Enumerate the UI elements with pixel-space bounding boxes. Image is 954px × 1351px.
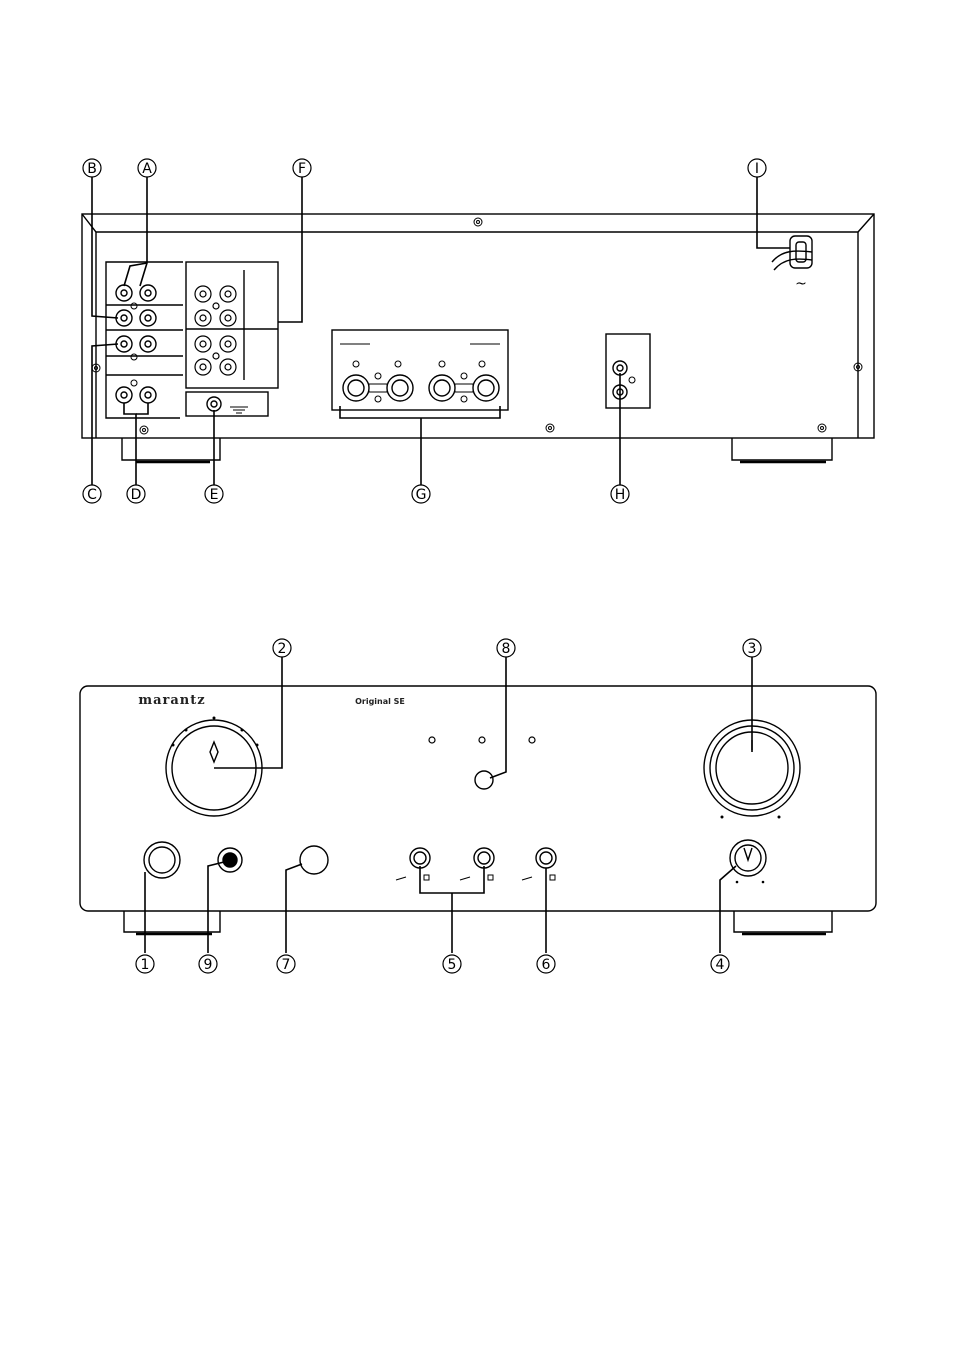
rear-callouts	[83, 159, 807, 503]
callout-h-label: H	[614, 487, 626, 503]
callout-8-label: 8	[501, 641, 511, 657]
callout-4-label: 4	[715, 957, 725, 973]
callout-6	[537, 955, 555, 973]
callout-g	[412, 485, 430, 503]
callout-5-label: 5	[447, 957, 457, 973]
callout-i-label: I	[754, 161, 760, 177]
callout-e	[205, 485, 223, 503]
callout-1-label: 1	[140, 957, 150, 973]
callout-a-label: A	[142, 161, 152, 177]
callout-b	[83, 159, 101, 177]
callout-2-label: 2	[277, 641, 287, 657]
ac-symbol: ~	[795, 276, 807, 292]
callout-5	[443, 955, 461, 973]
rear-foot-right	[732, 438, 832, 460]
callout-3	[743, 639, 761, 657]
front-foot-left	[124, 911, 220, 932]
callout-9-label: 9	[203, 957, 213, 973]
remote-jacks	[606, 334, 650, 408]
callout-b-label: B	[87, 161, 97, 177]
callout-9	[199, 955, 217, 973]
callout-c	[83, 485, 101, 503]
brand-logo: marantz	[138, 693, 206, 708]
indicator-leds	[429, 737, 535, 743]
callout-i	[748, 159, 766, 177]
callout-7-label: 7	[281, 957, 291, 973]
callout-c-label: C	[87, 487, 97, 503]
front-callouts	[136, 639, 761, 973]
callout-8	[497, 639, 515, 657]
callout-4	[711, 955, 729, 973]
balance-knob	[730, 840, 766, 883]
callout-e-label: E	[209, 487, 219, 503]
callout-h	[611, 485, 629, 503]
remote-sensor	[300, 846, 328, 874]
callout-6-label: 6	[541, 957, 551, 973]
callout-a	[138, 159, 156, 177]
ground-terminal	[186, 392, 268, 416]
headphone-jack	[218, 848, 242, 872]
rear-jack-grid	[186, 262, 278, 388]
ac-inlet	[772, 236, 812, 270]
callout-f	[293, 159, 311, 177]
callout-2	[273, 639, 291, 657]
model-name: Original SE	[355, 697, 405, 706]
callout-1	[136, 955, 154, 973]
callout-f-label: F	[297, 161, 307, 177]
front-foot-right	[734, 911, 832, 932]
speaker-terminals	[332, 330, 508, 410]
input-selector-knob	[166, 717, 262, 817]
callout-3-label: 3	[747, 641, 757, 657]
callout-g-label: G	[415, 487, 427, 503]
callout-d-label: D	[130, 487, 142, 503]
center-button	[475, 771, 493, 789]
rear-input-block	[106, 262, 183, 418]
callout-7	[277, 955, 295, 973]
rear-panel	[82, 175, 874, 485]
callout-d	[127, 485, 145, 503]
